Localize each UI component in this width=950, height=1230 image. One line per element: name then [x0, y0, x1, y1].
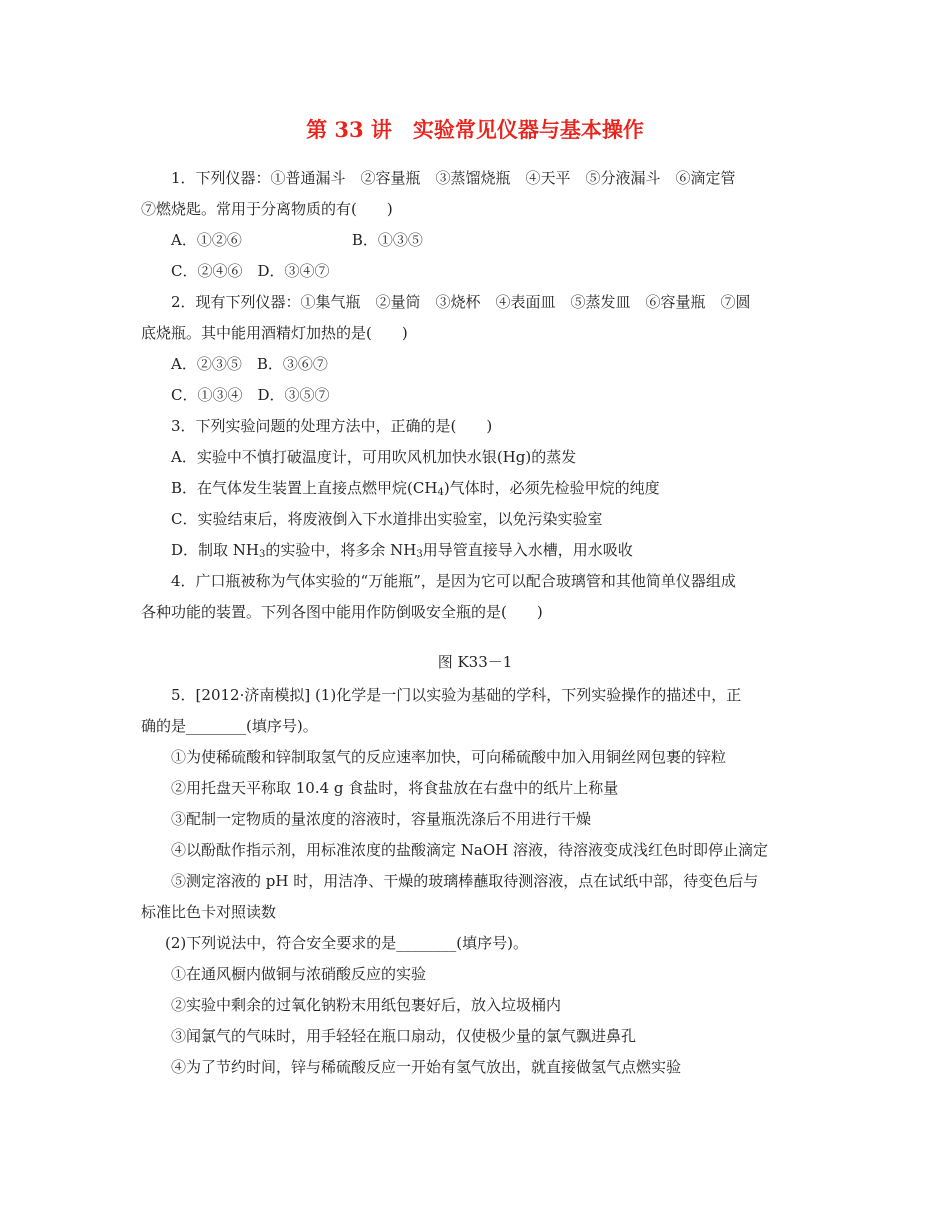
- q3-stem: 3．下列实验问题的处理方法中，正确的是( ): [171, 417, 493, 435]
- q2-stem-line2: 底烧瓶。其中能用酒精灯加热的是( ): [141, 324, 408, 342]
- q5-part1-item1: ①为使稀硫酸和锌制取氢气的反应速率加快，可向稀硫酸中加入用铜丝网包裹的锌粒: [171, 748, 727, 766]
- q5-part1-item5-line1: ⑤测定溶液的 pH 时，用洁净、干燥的玻璃棒蘸取待测溶液，点在试纸中部，待变色后与: [171, 872, 759, 890]
- q2-options-cd: C．①③④ D．③⑤⑦: [171, 386, 330, 404]
- page-title: 第 33 讲 实验常见仪器与基本操作: [306, 117, 644, 142]
- q3-option-d-text3: 用导管直接导入水槽，用水吸收: [422, 541, 633, 559]
- q3-option-a: A．实验中不慎打破温度计，可用吹风机加快水银(Hg)的蒸发: [171, 448, 577, 466]
- q5-part2-item1: ①在通风橱内做铜与浓硝酸反应的实验: [171, 965, 427, 983]
- q5-part2-stem: (2)下列说法中，符合安全要求的是________(填序号)。: [165, 934, 528, 952]
- q5-part2-item3: ③闻氯气的气味时，用手轻轻在瓶口扇动，仅使极少量的氯气飘进鼻孔: [171, 1027, 637, 1045]
- q3-option-b-text1: B．在气体发生装置上直接点燃甲烷(CH: [171, 479, 438, 497]
- q1-options-cd: C．②④⑥ D．③④⑦: [171, 262, 330, 280]
- q2-stem-line1: 2．现有下列仪器：①集气瓶 ②量筒 ③烧杯 ④表面皿 ⑤蒸发皿 ⑥容量瓶 ⑦圆: [171, 293, 751, 311]
- q5-part1-item3: ③配制一定物质的量浓度的溶液时，容量瓶洗涤后不用进行干燥: [171, 810, 592, 828]
- q5-stem-line2: 确的是________(填序号)。: [141, 717, 318, 735]
- q4-figure-caption: 图 K33－1: [437, 653, 513, 671]
- q1-options-ab: [171, 230, 809, 250]
- q3-option-b: [171, 478, 809, 503]
- q3-option-b-text2: )气体时，必须先检验甲烷的纯度: [443, 479, 660, 497]
- q1-stem-line1: 1．下列仪器：①普通漏斗 ②容量瓶 ③蒸馏烧瓶 ④天平 ⑤分液漏斗 ⑥滴定管: [171, 169, 736, 187]
- q3-option-d-text2: 的实验中，将多余 NH: [265, 541, 417, 559]
- q5-part1-item5-line2: 标准比色卡对照读数: [141, 903, 277, 921]
- q3-option-d-subscript2: 3: [416, 549, 423, 560]
- q1-option-b: B．①③⑤: [351, 231, 423, 249]
- q5-part2-item2: ②实验中剩余的过氧化钠粉末用纸包裹好后，放入垃圾桶内: [171, 996, 562, 1014]
- q2-options-ab: A．②③⑤ B．③⑥⑦: [171, 355, 328, 373]
- q1-option-a: A．①②⑥: [171, 231, 242, 249]
- q3-option-d: [171, 540, 809, 565]
- q1-stem-line2: ⑦燃烧匙。常用于分离物质的有( ): [141, 200, 393, 218]
- q4-stem-line2: 各种功能的装置。下列各图中能用作防倒吸安全瓶的是( ): [141, 603, 543, 621]
- q3-option-c: C．实验结束后，将废液倒入下水道排出实验室，以免污染实验室: [171, 510, 603, 528]
- q3-option-b-subscript: 4: [437, 487, 444, 498]
- q5-part2-item4: ④为了节约时间，锌与稀硫酸反应一开始有氢气放出，就直接做氢气点燃实验: [171, 1058, 682, 1076]
- q3-option-d-subscript1: 3: [259, 549, 266, 560]
- q4-stem-line1: 4．广口瓶被称为气体实验的“万能瓶”，是因为它可以配合玻璃管和其他简单仪器组成: [171, 572, 736, 590]
- q5-part1-item4: ④以酚酞作指示剂，用标准浓度的盐酸滴定 NaOH 溶液，待溶液变成浅红色时即停止滴定: [171, 841, 768, 859]
- q5-stem-line1: 5．[2012·济南模拟] (1)化学是一门以实验为基础的学科，下列实验操作的描述中，正: [171, 686, 742, 704]
- q5-part1-item2: ②用托盘天平称取 10.4 g 食盐时，将食盐放在右盘中的纸片上称量: [171, 779, 619, 797]
- q3-option-d-text1: D．制取 NH: [171, 541, 260, 559]
